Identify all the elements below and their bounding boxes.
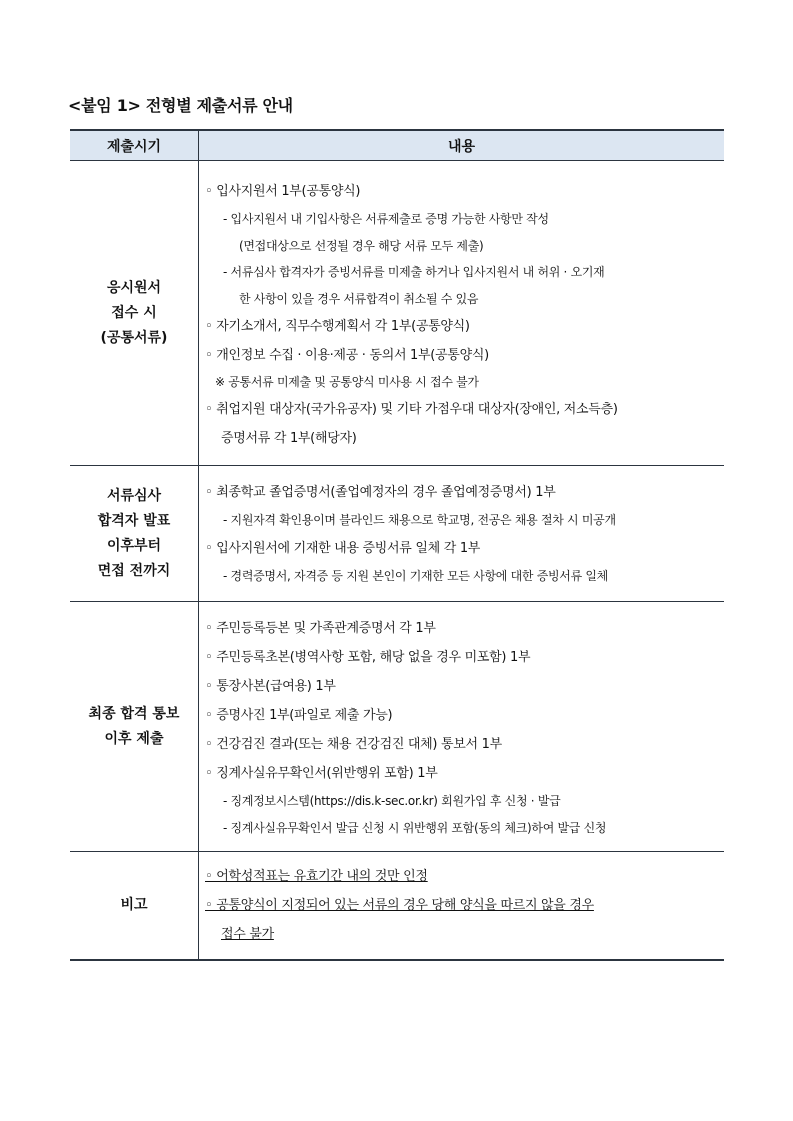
content-text: ◦ 건강검진 결과(또는 채용 건강검진 대체) 통보서 1부 bbox=[205, 737, 502, 752]
content-line bbox=[205, 862, 724, 891]
content-text: 한 사항이 있을 경우 서류합격이 취소될 수 있음 bbox=[239, 291, 479, 306]
content-text: - 입사지원서 내 기입사항은 서류제출로 증명 가능한 사항만 작성 bbox=[223, 212, 549, 226]
category-line: 접수 시 bbox=[111, 304, 157, 321]
content-line bbox=[205, 730, 724, 759]
category-line: 이후부터 bbox=[106, 537, 162, 554]
content-line bbox=[205, 478, 724, 507]
content-line bbox=[205, 672, 724, 701]
content-line bbox=[205, 312, 724, 341]
content-text: ◦ 징계사실유무확인서(위반행위 포함) 1부 bbox=[205, 766, 438, 781]
content-text: ◦ 공통양식이 지정되어 있는 서류의 경우 당해 양식을 따르지 않을 경우 bbox=[205, 898, 594, 913]
category-line: 이후 제출 bbox=[104, 730, 164, 747]
category-line: 서류심사 bbox=[106, 487, 162, 504]
content-line bbox=[205, 891, 724, 920]
content-line bbox=[205, 920, 724, 949]
content-text: - 지원자격 확인용이며 블라인드 채용으로 학교명, 전공은 채용 절차 시 미공개 bbox=[223, 513, 616, 527]
row-category bbox=[70, 602, 199, 852]
note-line bbox=[205, 370, 724, 395]
row-category bbox=[70, 161, 199, 466]
content-line bbox=[205, 534, 724, 563]
row-category bbox=[70, 466, 199, 602]
content-line bbox=[205, 341, 724, 370]
content-line bbox=[205, 614, 724, 643]
category-line: 면접 전까지 bbox=[97, 562, 171, 579]
content-line bbox=[205, 233, 724, 260]
content-line bbox=[205, 206, 724, 233]
content-line bbox=[205, 563, 724, 590]
row-content bbox=[199, 466, 725, 602]
content-text: 증명서류 각 1부(해당자) bbox=[221, 431, 357, 446]
table-row bbox=[70, 602, 724, 852]
table-header-row bbox=[70, 130, 724, 161]
content-text: ◦ 주민등록초본(병역사항 포함, 해당 없을 경우 미포함) 1부 bbox=[205, 650, 531, 665]
content-text: (면접대상으로 선정될 경우 해당 서류 모두 제출) bbox=[239, 238, 484, 253]
page-title: <붙임 1> 전형별 제출서류 안내 bbox=[68, 96, 293, 115]
content-line bbox=[205, 177, 724, 206]
category-line: 합격자 발표 bbox=[97, 512, 171, 529]
content-text: ◦ 입사지원서에 기재한 내용 증빙서류 일체 각 1부 bbox=[205, 540, 481, 556]
category-line: 최종 합격 통보 bbox=[88, 705, 180, 722]
category-line: 응시원서 bbox=[106, 279, 162, 296]
category-line: (공통서류) bbox=[100, 329, 168, 346]
content-text: ◦ 자기소개서, 직무수행계획서 각 1부(공통양식) bbox=[205, 319, 470, 334]
category-line: 비고 bbox=[120, 897, 148, 913]
content-text: ◦ 취업지원 대상자(국가유공자) 및 기타 가점우대 대상자(장애인, 저소득층) bbox=[205, 402, 618, 417]
content-text: ◦ 주민등록등본 및 가족관계증명서 각 1부 bbox=[205, 621, 436, 636]
header-submission-time: 제출시기 bbox=[70, 130, 199, 161]
content-text: - 경력증명서, 자격증 등 지원 본인이 기재한 모든 사항에 대한 증빙서류 일체 bbox=[223, 568, 608, 583]
row-content bbox=[199, 852, 725, 961]
content-text: 접수 불가 bbox=[221, 927, 274, 942]
content-line bbox=[205, 759, 724, 788]
table-row bbox=[70, 466, 724, 602]
content-text: ◦ 입사지원서 1부(공통양식) bbox=[205, 184, 361, 199]
content-text: - 징계정보시스템(https://dis.k-sec.or.kr) 회원가입 후 신청 · 발급 bbox=[223, 794, 561, 808]
content-text: ◦ 증명사진 1부(파일로 제출 가능) bbox=[205, 708, 393, 723]
content-text: ◦ 통장사본(급여용) 1부 bbox=[205, 679, 336, 694]
content-text: ◦ 개인정보 수집 · 이용·제공 · 동의서 1부(공통양식) bbox=[205, 348, 489, 363]
header-content: 내용 bbox=[199, 130, 725, 161]
content-line bbox=[205, 259, 724, 286]
row-content bbox=[199, 602, 725, 852]
content-line bbox=[205, 815, 724, 842]
content-text: - 서류심사 합격자가 증빙서류를 미제출 하거나 입사지원서 내 허위 · 오기재 bbox=[223, 265, 605, 279]
table-row bbox=[70, 161, 724, 466]
row-content bbox=[199, 161, 725, 466]
content-line bbox=[205, 424, 724, 453]
content-text: ◦ 최종학교 졸업증명서(졸업예정자의 경우 졸업예정증명서) 1부 bbox=[205, 485, 556, 500]
content-line bbox=[205, 286, 724, 313]
content-line bbox=[205, 788, 724, 815]
content-text: ※ 공통서류 미제출 및 공통양식 미사용 시 접수 불가 bbox=[215, 375, 479, 389]
content-line bbox=[205, 507, 724, 534]
content-text: ◦ 어학성적표는 유효기간 내의 것만 인정 bbox=[205, 869, 428, 884]
content-line bbox=[205, 643, 724, 672]
content-line bbox=[205, 395, 724, 424]
content-line bbox=[205, 701, 724, 730]
documents-table bbox=[70, 129, 724, 961]
table-row bbox=[70, 852, 724, 961]
row-category bbox=[70, 852, 199, 961]
content-text: - 징계사실유무확인서 발급 신청 시 위반행위 포함(동의 체크)하여 발급 신청 bbox=[223, 820, 607, 835]
